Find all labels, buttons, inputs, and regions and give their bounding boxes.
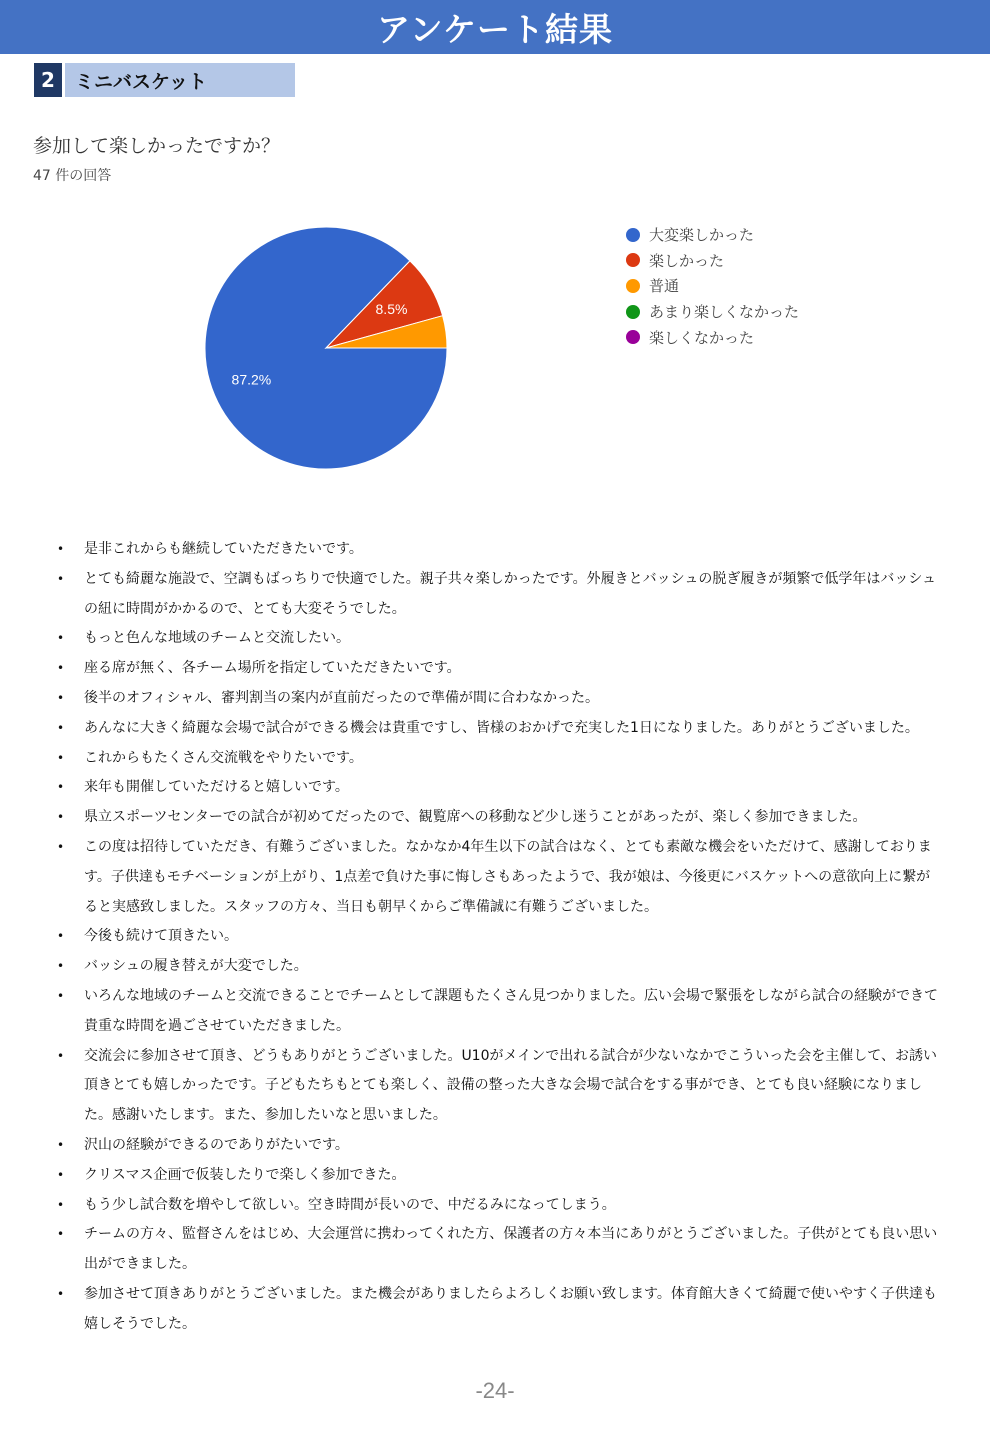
pie-data-label-2: 8.5% [375,300,408,317]
comment-item: • 今後も続けて頂きたい。 [56,922,942,952]
comment-item: • クリスマス企画で仮装したりで楽しく参加できた。 [56,1161,942,1191]
chart-legend [626,222,799,350]
legend-item [626,324,799,350]
comment-item: • 是非これからも継続していただきたいです。 [56,535,942,565]
legend-label: 楽しかった [649,251,725,270]
legend-swatch [626,253,640,267]
comment-item: • 参加させて頂きありがとうございました。また機会がありましたらよろしくお願い致します。体育館大きくて綺麗で使いやすく子供達も嬉しそうでした。 [56,1280,942,1340]
comment-item: • 座る席が無く、各チーム場所を指定していただきたいです。 [56,654,942,684]
comment-item: • もう少し試合数を増やして欲しい。空き時間が長いので、中だるみになってしまう。 [56,1191,942,1221]
legend-item [626,299,799,325]
page-title: アンケート結果 [376,9,614,49]
comment-item: • この度は招待していただき、有難うございました。なかなか4年生以下の試合はなく、とても素敵な機会をいただけて、感謝しております。子供達もモチベーションが上がり、1点差で負けた事に悔しさもあったようで、我が娘は、今後更にバスケットへの意欲向上に繋がると実感致しました。スタッフの方々、当日も朝早くからご準備誠に有難うございました。 [56,833,942,922]
comment-item: • とても綺麗な施設で、空調もばっちりで快適でした。親子共々楽しかったです。外履きとバッシュの脱ぎ履きが頻繁で低学年はバッシュの紐に時間がかかるので、とても大変そうでした。 [56,565,942,625]
comment-item: • バッシュの履き替えが大変でした。 [56,952,942,982]
legend-item [626,222,799,248]
legend-swatch [626,279,640,293]
comment-item: • 交流会に参加させて頂き、どうもありがとうございました。U10がメインで出れる試合が少ないなかでこういった会を主催して、お誘い頂きとても嬉しかったです。子どもたちもとても楽しく、設備の整った大きな会場で試合をする事ができ、とても良い経験になりました。感謝いたします。また、参加したいなと思いました。 [56,1042,942,1131]
comment-item: • 後半のオフィシャル、審判割当の案内が直前だったので準備が間に合わなかった。 [56,684,942,714]
legend-label: 普通 [649,277,680,296]
question-title: 参加して楽しかったですか？ [33,135,281,157]
page-number: -24- [475,1378,515,1403]
comment-item: • チームの方々、監督さんをはじめ、大会運営に携わってくれた方、保護者の方々本当にありがとうございました。子供がとても良い思い出ができました。 [56,1220,942,1280]
pie-data-label-1: 87.2% [231,371,272,388]
response-count: 47 件の回答 [33,168,112,184]
legend-label: 楽しくなかった [649,328,755,347]
section-title: ミニバスケット [65,63,295,97]
comment-item: • 来年も開催していただけると嬉しいです。 [56,773,942,803]
comment-item: • あんなに大きく綺麗な会場で試合ができる機会は貴重ですし、皆様のおかげで充実した1日になりました。ありがとうございました。 [56,714,942,744]
legend-swatch [626,228,640,242]
section-number: 2 [34,63,62,97]
legend-label: あまり楽しくなかった [649,303,800,322]
section-heading [34,63,295,97]
comment-item: • もっと色んな地域のチームと交流したい。 [56,624,942,654]
legend-item [626,248,799,274]
legend-swatch [626,330,640,344]
comment-item: • 沢山の経験ができるのでありがたいです。 [56,1131,942,1161]
pie-chart [200,222,452,474]
comment-item: • これからもたくさん交流戦をやりたいです。 [56,744,942,774]
legend-swatch [626,305,640,319]
comment-item: • いろんな地域のチームと交流できることでチームとして課題もたくさん見つかりました。広い会場で緊張をしながら試合の経験ができて貴重な時間を過ごさせていただきました。 [56,982,942,1042]
comment-list [56,535,942,1340]
comment-item: • 県立スポーツセンターでの試合が初めてだったので、観覧席への移動など少し迷うことがあったが、楽しく参加できました。 [56,803,942,833]
page-header [0,0,990,54]
legend-item [626,273,799,299]
legend-label: 大変楽しかった [649,226,755,245]
